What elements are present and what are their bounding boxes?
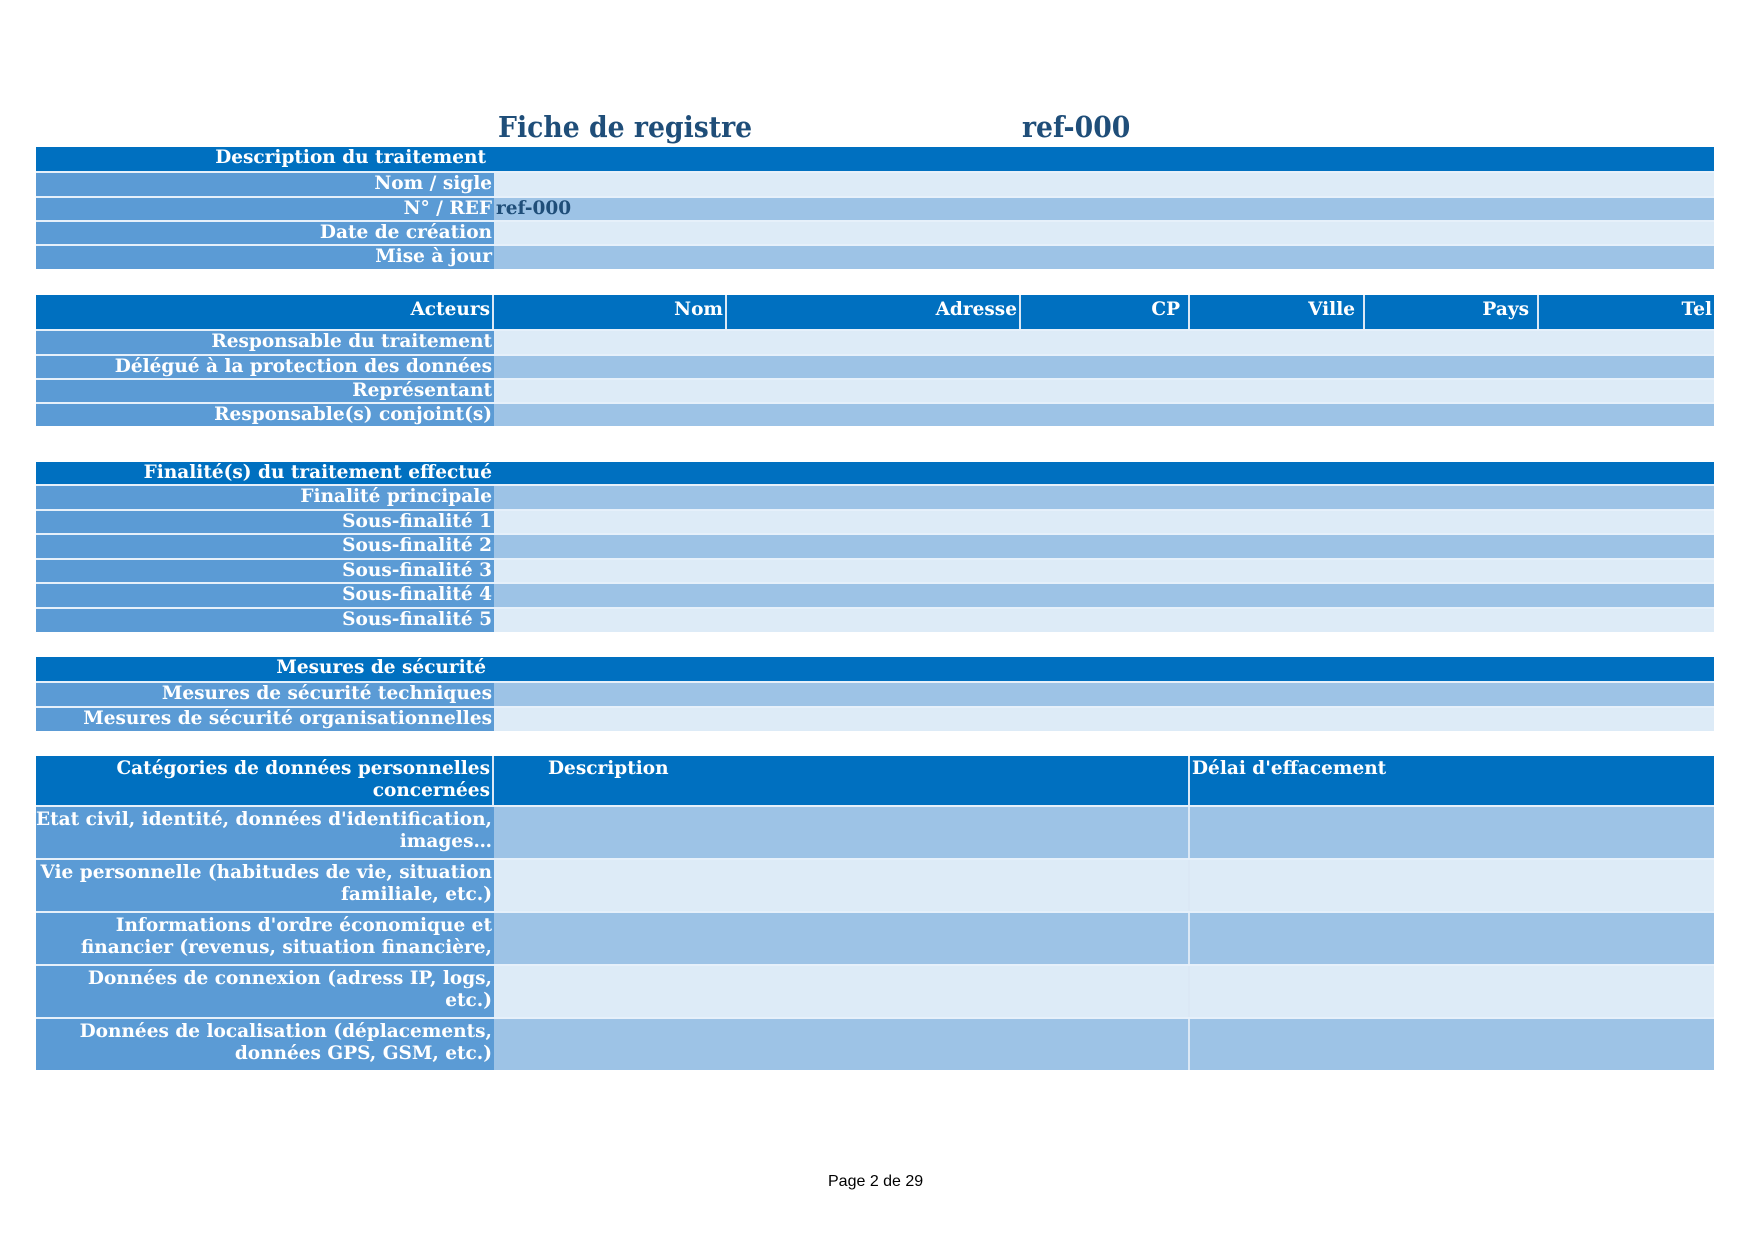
acteur-row: [36, 378, 1714, 402]
securite-value-field[interactable]: [494, 708, 1714, 731]
row-label: Données de localisation (déplacements, données GPS, GSM, etc.): [36, 1019, 494, 1070]
column-header-description: Description: [494, 756, 1190, 805]
column-header-categories: Catégories de données personnelles concernées: [36, 756, 494, 805]
description-field[interactable]: [494, 860, 1190, 911]
acteur-row: [36, 329, 1714, 354]
row-label: Vie personnelle (habitudes de vie, situation familiale, etc.): [36, 860, 494, 911]
column-header-acteurs: Acteurs: [36, 295, 494, 329]
column-header-delai: Délai d'effacement: [1190, 756, 1714, 805]
description-row: [36, 244, 1714, 269]
finalites-header-row: [36, 462, 1714, 484]
categorie-row: [36, 911, 1714, 964]
description-row: [36, 220, 1714, 244]
date-creation-field[interactable]: [494, 222, 1714, 244]
finalite-row: [36, 582, 1714, 607]
finalite-value-field[interactable]: [494, 609, 1714, 632]
document-title: Fiche de registre: [498, 110, 753, 144]
securite-row: [36, 706, 1714, 731]
finalite-row: [36, 484, 1714, 509]
description-field[interactable]: [494, 913, 1190, 964]
row-label: Date de création: [36, 222, 494, 244]
finalite-value-field[interactable]: [494, 560, 1714, 582]
finalite-value-field[interactable]: [494, 511, 1714, 533]
categorie-row: [36, 858, 1714, 911]
description-field[interactable]: [494, 966, 1190, 1017]
row-label: Données de connexion (adress IP, logs, etc.): [36, 966, 494, 1017]
acteurs-header-row: [36, 295, 1714, 329]
acteur-row: [36, 354, 1714, 378]
finalite-value-field[interactable]: [494, 535, 1714, 558]
finalite-row: [36, 607, 1714, 632]
column-header-tel: Tel: [1539, 295, 1714, 329]
row-label: Mesures de sécurité techniques: [36, 683, 494, 706]
column-header-cp: CP: [1021, 295, 1190, 329]
ref-field[interactable]: ref-000: [494, 198, 1714, 220]
description-field[interactable]: [494, 1019, 1190, 1070]
row-label: Mesures de sécurité organisationnelles: [36, 708, 494, 731]
securite-header-fill: [494, 657, 1714, 681]
categories-header-row: [36, 756, 1714, 805]
categorie-row: [36, 964, 1714, 1017]
mise-a-jour-field[interactable]: [494, 246, 1714, 269]
row-label: Représentant: [36, 380, 494, 402]
delai-field[interactable]: [1190, 1019, 1714, 1070]
finalites-header-fill: [494, 462, 1714, 484]
delai-field[interactable]: [1190, 807, 1714, 858]
finalites-header: Finalité(s) du traitement effectué: [36, 462, 494, 484]
column-header-adresse: Adresse: [727, 295, 1021, 329]
row-label: Nom / sigle: [36, 173, 494, 196]
description-field[interactable]: [494, 807, 1190, 858]
row-label: Responsable(s) conjoint(s): [36, 404, 494, 426]
row-label: Sous-finalité 1: [36, 511, 494, 533]
row-label: Etat civil, identité, données d'identification, images…: [36, 807, 494, 858]
column-header-nom: Nom: [494, 295, 727, 329]
description-header-row: [36, 147, 1714, 171]
securite-value-field[interactable]: [494, 683, 1714, 706]
acteur-value-field[interactable]: [494, 380, 1714, 402]
finalite-value-field[interactable]: [494, 486, 1714, 509]
column-header-pays: Pays: [1365, 295, 1539, 329]
row-label: Responsable du traitement: [36, 331, 494, 354]
row-label: Sous-finalité 3: [36, 560, 494, 582]
finalite-row: [36, 533, 1714, 558]
acteur-value-field[interactable]: [494, 331, 1714, 354]
row-label: Délégué à la protection des données: [36, 356, 494, 378]
acteur-value-field[interactable]: [494, 356, 1714, 378]
delai-field[interactable]: [1190, 913, 1714, 964]
column-header-ville: Ville: [1190, 295, 1365, 329]
securite-header: Mesures de sécurité: [36, 657, 494, 681]
row-label: Sous-finalité 4: [36, 584, 494, 607]
page-number: Page 2 de 29: [828, 1173, 924, 1190]
categorie-row: [36, 1017, 1714, 1070]
row-label: Sous-finalité 5: [36, 609, 494, 632]
acteur-row: [36, 402, 1714, 426]
securite-header-row: [36, 657, 1714, 681]
row-label: Informations d'ordre économique et financier (revenus, situation financière,: [36, 913, 494, 964]
acteur-value-field[interactable]: [494, 404, 1714, 426]
nom-sigle-field[interactable]: [494, 173, 1714, 196]
delai-field[interactable]: [1190, 966, 1714, 1017]
delai-field[interactable]: [1190, 860, 1714, 911]
row-label: Mise à jour: [36, 246, 494, 269]
row-label: N° / REF: [36, 198, 494, 220]
description-row: [36, 171, 1714, 196]
description-header-fill: [494, 147, 1714, 171]
finalite-row: [36, 558, 1714, 582]
description-row: [36, 196, 1714, 220]
row-label: Finalité principale: [36, 486, 494, 509]
securite-row: [36, 681, 1714, 706]
description-header: Description du traitement: [36, 147, 494, 171]
finalite-row: [36, 509, 1714, 533]
categorie-row: [36, 805, 1714, 858]
finalite-value-field[interactable]: [494, 584, 1714, 607]
row-label: Sous-finalité 2: [36, 535, 494, 558]
document-ref-title: ref-000: [1022, 110, 1131, 144]
